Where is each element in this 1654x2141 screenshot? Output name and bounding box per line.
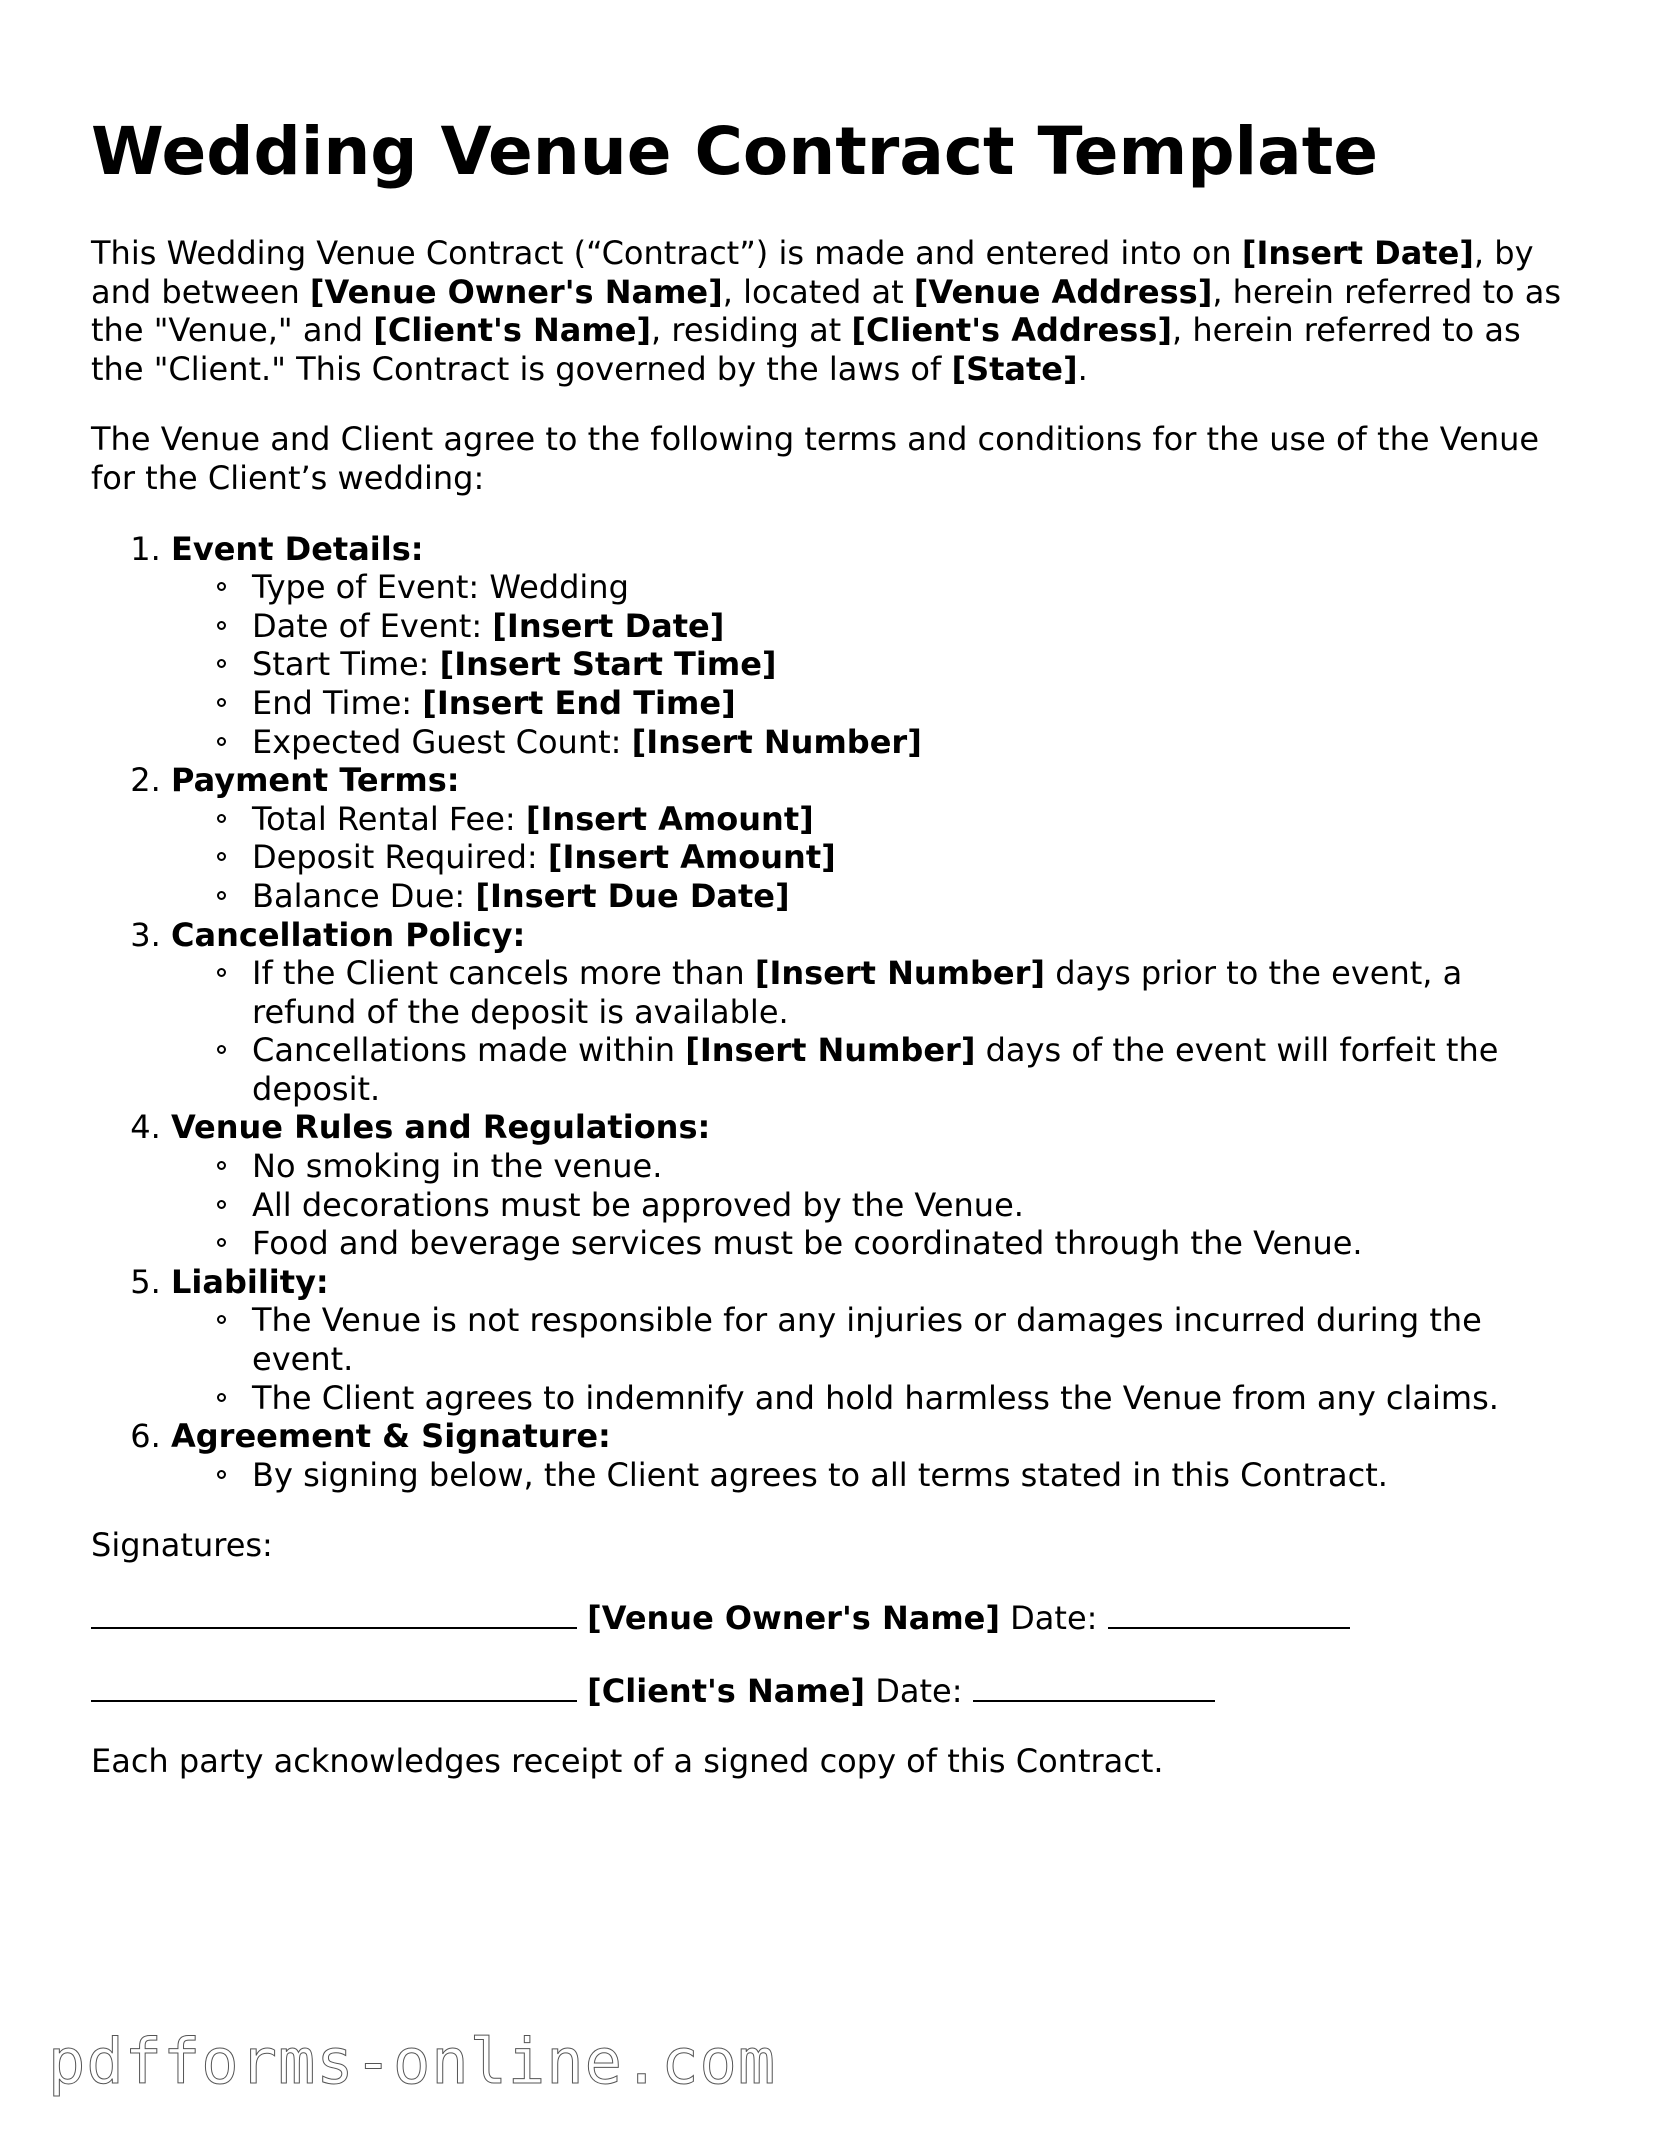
list-item: The Client agrees to indemnify and hold harmless the Venue from any claims. xyxy=(171,1379,1571,1418)
section-venue-rules xyxy=(171,1108,1571,1262)
placeholder-deposit: [Insert Amount] xyxy=(547,838,836,877)
list-item xyxy=(171,800,1571,839)
list-item xyxy=(171,1031,1571,1108)
item-text: days of the event will forfeit the deposit. xyxy=(252,1031,1499,1108)
event-details-list xyxy=(171,568,1571,761)
terms-list xyxy=(91,530,1571,1495)
placeholder-balance-due: [Insert Due Date] xyxy=(475,876,790,915)
item-label: Start Time: xyxy=(252,645,440,684)
list-item xyxy=(171,607,1571,646)
item-text: Cancellations made within xyxy=(252,1031,686,1070)
placeholder-start-time: [Insert Start Time] xyxy=(439,645,777,684)
client-signature-line xyxy=(91,1670,1571,1711)
cancellation-list xyxy=(171,954,1571,1108)
intro-text: , herein referred to as the "Client." This Contract is governed by the laws of xyxy=(91,311,1521,388)
venue-date-blank[interactable] xyxy=(1108,1597,1350,1629)
intro-text: This Wedding Venue Contract (“Contract”) is made and entered into on xyxy=(91,234,1242,272)
agreement-intro: The Venue and Client agree to the following terms and conditions for the use of the Venue for the Client’s wedding: xyxy=(91,420,1540,497)
section-heading: Agreement & Signature: xyxy=(171,1417,611,1456)
placeholder-days: [Insert Number] xyxy=(754,954,1046,993)
payment-terms-list xyxy=(171,800,1571,916)
list-item: By signing below, the Client agrees to all terms stated in this Contract. xyxy=(171,1456,1571,1495)
placeholder-state: [State] xyxy=(951,349,1078,388)
placeholder-venue-owner-name: [Venue Owner's Name] xyxy=(309,272,723,311)
section-heading: Venue Rules and Regulations: xyxy=(171,1108,711,1147)
list-item: Food and beverage services must be coordinated through the Venue. xyxy=(171,1224,1571,1263)
event-type: Type of Event: Wedding xyxy=(252,568,629,607)
placeholder-event-date: [Insert Date] xyxy=(492,606,725,645)
section-heading: Event Details: xyxy=(171,529,424,568)
list-item xyxy=(171,954,1571,1031)
client-date-blank[interactable] xyxy=(973,1670,1215,1702)
placeholder-rental-fee: [Insert Amount] xyxy=(525,799,814,838)
venue-rules-list xyxy=(171,1147,1571,1263)
placeholder-client-name: [Client's Name] xyxy=(373,311,652,350)
client-signature-blank[interactable] xyxy=(91,1670,577,1702)
venue-signature-line xyxy=(91,1597,1571,1638)
list-item xyxy=(171,568,1571,607)
list-item xyxy=(171,877,1571,916)
liability-list xyxy=(171,1301,1571,1417)
document-page xyxy=(91,112,1571,1813)
date-label: Date: xyxy=(875,1671,963,1710)
section-agreement-signature xyxy=(171,1417,1571,1494)
intro-text: , herein referred to as the "Venue," and xyxy=(91,272,1562,350)
item-text: days prior to the event, a refund of the deposit is available. xyxy=(252,954,1463,1031)
date-label: Date: xyxy=(1010,1599,1098,1637)
placeholder-days: [Insert Number] xyxy=(685,1031,976,1070)
list-item xyxy=(171,684,1571,723)
signatures-label: Signatures: xyxy=(91,1526,273,1565)
placeholder-end-time: [Insert End Time] xyxy=(422,683,736,722)
intro-text: , located at xyxy=(722,272,914,311)
venue-signature-blank[interactable] xyxy=(91,1597,577,1629)
closing-statement: Each party acknowledges receipt of a signed copy of this Contract. xyxy=(91,1742,1164,1781)
section-cancellation-policy xyxy=(171,916,1571,1109)
section-heading: Payment Terms: xyxy=(171,761,460,800)
list-item: All decorations must be approved by the Venue. xyxy=(171,1186,1571,1225)
client-name-placeholder: [Client's Name] xyxy=(587,1671,866,1710)
intro-text: . xyxy=(1077,349,1088,388)
intro-text: , by and between xyxy=(91,234,1534,311)
section-heading: Cancellation Policy: xyxy=(171,915,526,954)
page-title: Wedding Venue Contract Template xyxy=(91,113,1379,190)
section-liability xyxy=(171,1263,1571,1417)
section-event-details xyxy=(171,530,1571,762)
item-label: Date of Event: xyxy=(252,606,493,645)
section-heading: Liability: xyxy=(171,1262,329,1301)
placeholder-venue-address: [Venue Address] xyxy=(913,272,1213,311)
list-item xyxy=(171,723,1571,762)
item-label: Total Rental Fee: xyxy=(252,799,526,838)
item-label: End Time: xyxy=(252,683,423,722)
section-payment-terms xyxy=(171,761,1571,915)
venue-owner-name-placeholder: [Venue Owner's Name] xyxy=(587,1599,1000,1637)
list-item: No smoking in the venue. xyxy=(171,1147,1571,1186)
list-item xyxy=(171,645,1571,684)
placeholder-insert-date: [Insert Date] xyxy=(1241,234,1474,272)
item-label: Expected Guest Count: xyxy=(252,722,632,761)
agreement-list xyxy=(171,1456,1571,1495)
watermark-text: pdfforms-online.com xyxy=(48,2025,777,2098)
placeholder-guest-count: [Insert Number] xyxy=(631,722,922,761)
intro-text: , residing at xyxy=(651,311,852,350)
item-label: Balance Due: xyxy=(252,876,476,915)
placeholder-client-address: [Client's Address] xyxy=(851,311,1172,350)
list-item: The Venue is not responsible for any injuries or damages incurred during the event. xyxy=(171,1301,1571,1378)
item-text: If the Client cancels more than xyxy=(252,954,755,993)
list-item xyxy=(171,838,1571,877)
intro-paragraph xyxy=(91,234,1571,388)
item-label: Deposit Required: xyxy=(252,838,548,877)
